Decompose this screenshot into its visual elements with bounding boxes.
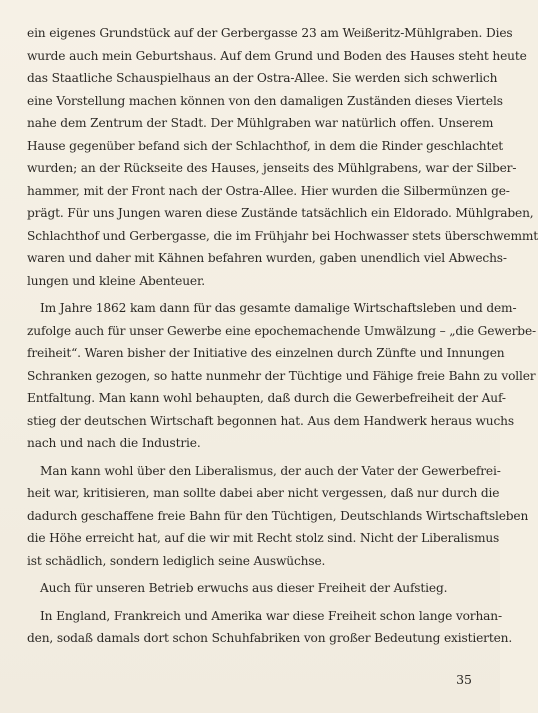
text-line: den, sodaß damals dort schon Schuhfabriken von großer Bedeutung existierten. [27, 631, 513, 645]
text-line: wurde auch mein Geburtshaus. Auf dem Grund und Boden des Hauses steht heute [27, 48, 527, 63]
text-line: nahe dem Zentrum der Stadt. Der Mühlgraben war natürlich offen. Unserem [27, 116, 494, 130]
text-line: wurden; an der Rückseite des Hauses, jenseits des Mühlgrabens, war der Silber- [27, 161, 517, 175]
text-line: Man kann wohl über den Liberalismus, der auch der Vater der Gewerbefrei- [40, 463, 501, 478]
paragraph-2 [27, 297, 536, 455]
text-line: die Höhe erreicht hat, auf die wir mit Recht stolz sind. Nicht der Liberalismus [27, 531, 500, 545]
text-line: Auch für unseren Betrieb erwuchs aus dieser Freiheit der Aufstieg. [40, 581, 448, 595]
text-line: Schlachthof und Gerbergasse, die im Frühjahr bei Hochwasser stets überschwemmt [27, 228, 538, 243]
text-line: zufolge auch für unser Gewerbe eine epochemachende Umwälzung – „die Gewerbe- [27, 323, 536, 338]
text-line: prägt. Für uns Jungen waren diese Zustände tatsächlich ein Eldorado. Mühlgraben, [27, 206, 534, 220]
text-line: lungen und kleine Abenteuer. [27, 273, 206, 288]
text-line: eine Vorstellung machen können von den damaligen Zuständen dieses Viertels [27, 93, 503, 108]
text-line: dadurch geschaffene freie Bahn für den Tüchtigen, Deutschlands Wirtschaftsleben [27, 508, 529, 523]
body-text [27, 22, 538, 650]
text-line: ist schädlich, sondern lediglich seine Auswüchse. [27, 553, 326, 568]
text-line: hammer, mit der Front nach der Ostra-Allee. Hier wurden die Silbermünzen ge- [27, 183, 510, 198]
paragraph-4 [27, 577, 473, 600]
text-line: heit war, kritisieren, man sollte dabei aber nicht vergessen, daß nur durch die [27, 486, 500, 500]
text-line: waren und daher mit Kähnen befahren wurden, gaben unendlich viel Abwechs- [27, 251, 507, 265]
paragraph-5 [27, 605, 513, 650]
paragraph-1 [27, 22, 538, 292]
text-line: stieg der deutschen Wirtschaft begonnen hat. Aus dem Handwerk heraus wuchs [27, 413, 514, 428]
text-line: nach und nach die Industrie. [27, 436, 201, 450]
text-line: freiheit“. Waren bisher der Initiative des einzelnen durch Zünfte und Innungen [27, 346, 505, 360]
text-line: das Staatliche Schauspielhaus an der Ostra-Allee. Sie werden sich schwerlich [27, 71, 498, 85]
text-line: ein eigenes Grundstück auf der Gerbergasse 23 am Weißeritz-Mühlgraben. Dies [27, 26, 513, 40]
text-line: Im Jahre 1862 kam dann für das gesamte damalige Wirtschaftsleben und dem- [40, 301, 517, 315]
paragraph-3 [27, 460, 529, 573]
text-line: Hause gegenüber befand sich der Schlachthof, in dem die Rinder geschlachtet [27, 138, 504, 153]
text-line: Schranken gezogen, so hatte nunmehr der Tüchtige und Fähige freie Bahn zu voller [27, 368, 536, 383]
text-line: Entfaltung. Man kann wohl behaupten, daß durch die Gewerbefreiheit der Auf- [27, 391, 506, 405]
text-line: In England, Frankreich und Amerika war diese Freiheit schon lange vorhan- [40, 608, 502, 623]
page-number: 35 [456, 672, 472, 687]
